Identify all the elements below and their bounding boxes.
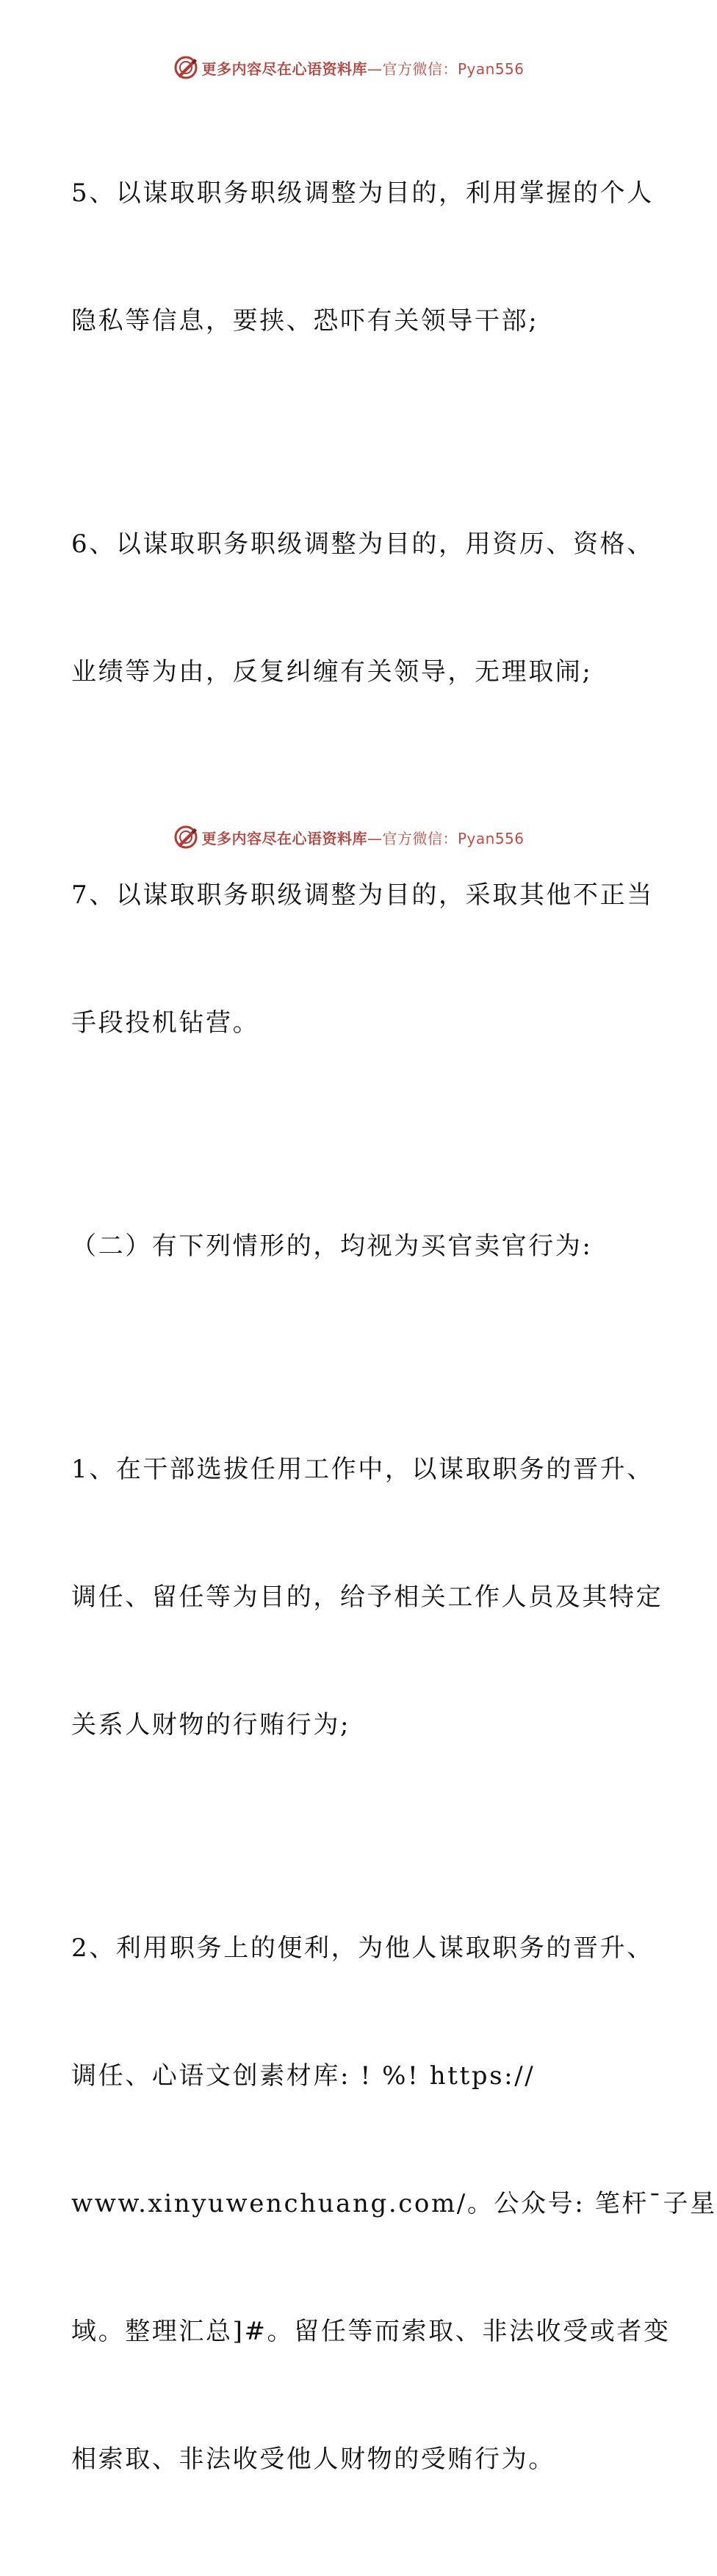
banner-brand-text: 更多内容尽在心语资料库: [201, 829, 367, 847]
document-body: [71, 87, 717, 2576]
banner-separator: —: [367, 59, 383, 78]
banner-text: [201, 827, 524, 848]
banner-text: [201, 57, 524, 79]
text-line: 关系人财物的行贿行为;: [71, 1710, 351, 1740]
text-line: 手段投机钻营。: [71, 1008, 260, 1038]
text-line: 相索取、非法收受他人财物的受贿行为。: [71, 2445, 555, 2474]
text-line: 7、以谋取职务职级调整为目的，采取其他不正当: [71, 880, 654, 910]
footer-watermark-banner: [0, 822, 698, 852]
section-heading-2: [71, 1140, 630, 1353]
pen-seal-logo-icon: [173, 825, 198, 850]
banner-brand-text: 更多内容尽在心语资料库: [201, 59, 367, 78]
text-line: 业绩等为由，反复纠缠有关领导，无理取闹;: [71, 657, 593, 687]
paragraph-item-1: [71, 1363, 663, 1831]
banner-separator: —: [367, 829, 383, 847]
pen-seal-logo-icon: [173, 55, 198, 80]
text-line: 调任、留任等为目的，给予相关工作人员及其特定: [71, 1582, 663, 1612]
paragraph-item-5: [71, 87, 654, 427]
text-line: 域。整理汇总]#。留任等而索取、非法收受或者变: [71, 2317, 671, 2346]
banner-wechat-label: 官方微信：: [382, 59, 458, 78]
text-line: 2、利用职务上的便利，为他人谋取职务的晋升、: [71, 1933, 654, 1963]
text-line: 隐私等信息，要挟、恐吓有关领导干部;: [71, 306, 539, 336]
text-line: www.xinyuwenchuang.com/。公众号: 笔杆¯子星: [71, 2189, 717, 2218]
banner-wechat-id: Pyan556: [457, 59, 525, 78]
banner-wechat-id: Pyan556: [457, 829, 525, 847]
text-line: 5、以谋取职务职级调整为目的，利用掌握的个人: [71, 178, 654, 208]
text-line: 6、以谋取职务职级调整为目的，用资历、资格、: [71, 529, 654, 559]
paragraph-item-2: [71, 1842, 717, 2566]
header-watermark-banner: [0, 53, 698, 82]
text-line: （二）有下列情形的，均视为买官卖官行为:: [71, 1231, 593, 1261]
paragraph-item-6: [71, 438, 654, 778]
text-line: 1、在干部选拔任用工作中，以谋取职务的晋升、: [71, 1455, 654, 1484]
text-line: 调任、心语文创素材库: ! %! https://: [71, 2061, 536, 2091]
banner-wechat-label: 官方微信：: [382, 829, 458, 847]
